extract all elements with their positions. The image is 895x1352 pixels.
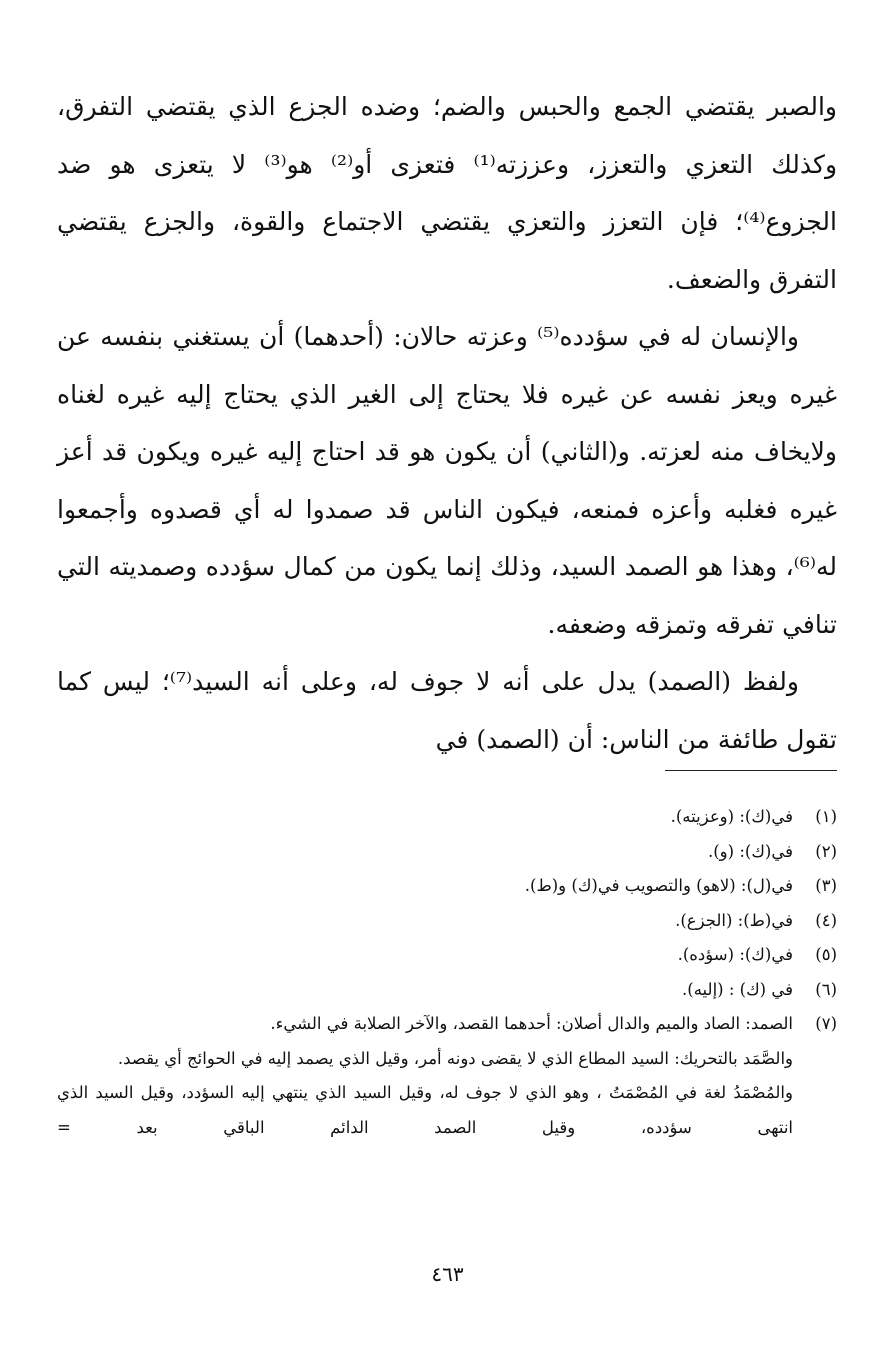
footnote-text: في(ط): (الجزع). <box>675 910 793 930</box>
body-paragraph: والإنسان له في سؤدده⁽⁵⁾ وعزته حالان: (أحدهما) أن يستغني بنفسه عن غيره ويعز نفسه عن غيره فلا يحتاج إلى الغير الذي يحتاج إليه غيره لغناه ولايخاف منه لعزته. و(الثاني) أن يكون هو قد احتاج إليه غيره ويكون قد أعز غيره فغلبه وأعزه فمنعه، فيكون الناس قد صمدوا له أي قصدوه وأجمعوا له⁽⁶⁾، وهذا هو الصمد السيد، وذلك إنما يكون من كمال سؤدده وصمديته التي تنافي تفرقه وتمزقه وضعفه. <box>57 322 837 639</box>
main-text-block <box>57 78 837 768</box>
footnote-number: (٢) <box>815 841 837 861</box>
footnote-continuation: والصَّمَد بالتحريك: السيد المطاع الذي لا يقضى دونه أمر، وقيل الذي يصمد إليه في الحوائج أي يقصد. <box>117 1048 793 1068</box>
footnote-text: في(ك): (سؤده). <box>677 945 793 964</box>
footnote-number: (٥) <box>815 945 837 964</box>
footnote-item <box>57 904 837 939</box>
footnote-number: (٤) <box>815 910 837 930</box>
footnote-text: في (ك) : (إليه). <box>682 979 793 999</box>
footnote-separator <box>665 770 837 771</box>
footnote-continuation: والمُصْمَدُ لغة في المُصْمَتُ ، وهو الذي لا جوف له، وقيل السيد الذي ينتهي إليه السؤدد، وقيل السيد الذي انتهى سؤدده، وقيل الصمد الدائم الباقي بعد = <box>57 1083 793 1137</box>
footnote-number: (١) <box>815 807 837 826</box>
footnote-number: (٧) <box>815 1014 837 1033</box>
footnote-text: في(ك): (و). <box>707 841 793 861</box>
footnote-text: في(ل): (لاهو) والتصويب في(ك) و(ط). <box>524 876 793 895</box>
footnote-item <box>57 1007 837 1042</box>
footnote-text: الصمد: الصاد والميم والدال أصلان: أحدهما القصد، والآخر الصلابة في الشيء. <box>270 1014 793 1033</box>
footnote-text: في(ك): (وعزيته). <box>670 807 793 826</box>
body-paragraph: والصبر يقتضي الجمع والحبس والضم؛ وضده الجزع الذي يقتضي التفرق، وكذلك التعزي والتعزز، وعززته⁽¹⁾ فتعزى أو⁽²⁾ هو⁽³⁾ لا يتعزى هو ضد الجزوع⁽⁴⁾؛ فإن التعزز والتعزي يقتضي الاجتماع والقوة، والجزع يقتضي التفرق والضعف. <box>57 92 838 294</box>
footnote-number: (٦) <box>815 979 837 999</box>
footnote-item <box>57 973 837 1008</box>
body-paragraph: ولفظ (الصمد) يدل على أنه لا جوف له، وعلى أنه السيد⁽⁷⁾؛ ليس كما تقول طائفة من الناس: أن (الصمد) في <box>57 667 837 754</box>
footnote-item <box>57 869 837 904</box>
footnotes-section <box>57 800 837 1145</box>
footnote-item <box>57 938 837 973</box>
footnote-number: (٣) <box>815 876 837 895</box>
footnote-item <box>57 800 837 835</box>
footnote-item <box>57 835 837 870</box>
page-number: ٤٦٣ <box>431 1262 464 1286</box>
